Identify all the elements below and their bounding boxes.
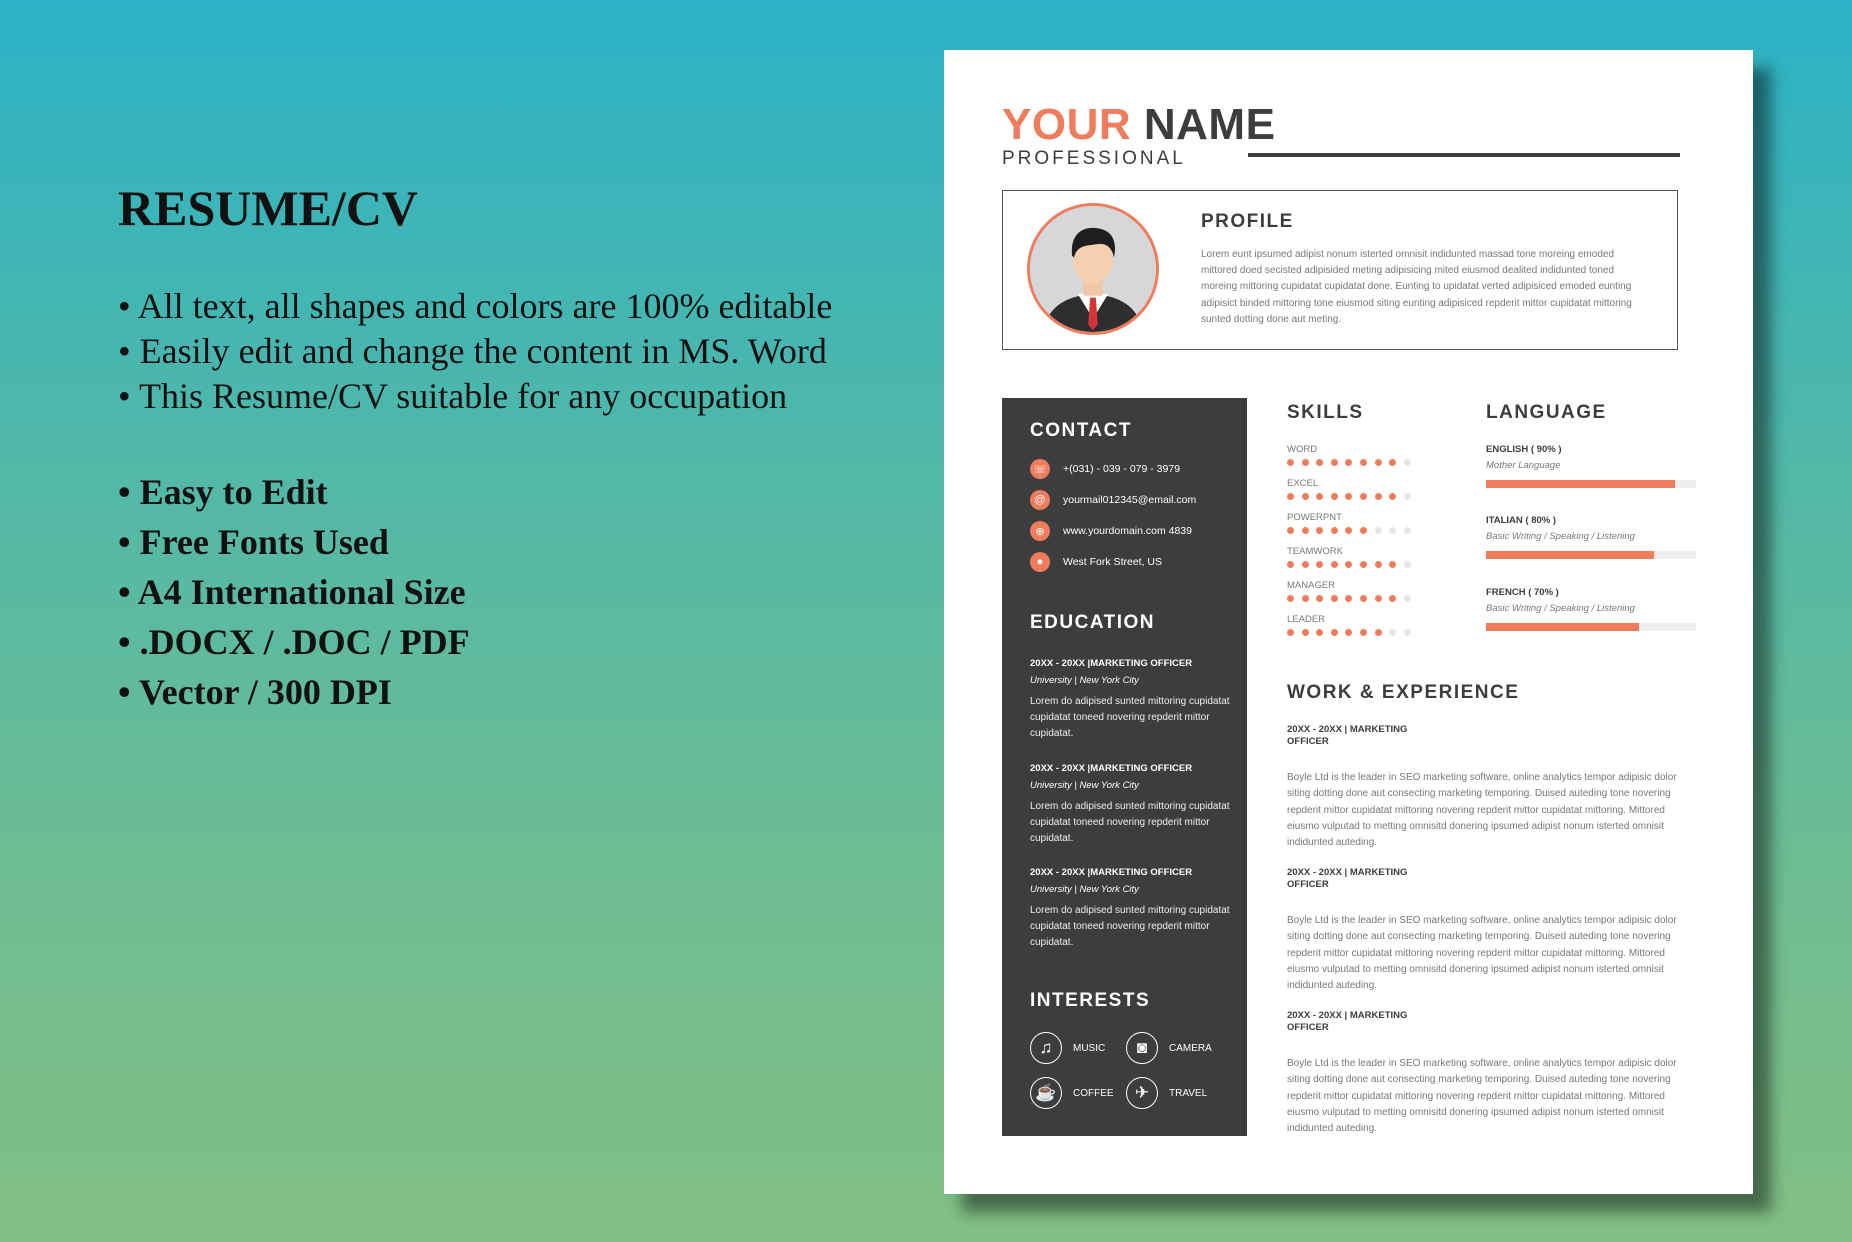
promo-feature: • Easy to Edit <box>118 472 328 512</box>
skill-row <box>1287 478 1457 500</box>
skill-label: LEADER <box>1287 614 1326 625</box>
work-text: Boyle Ltd is the leader in SEO marketing software, online analytics tempor adipisic dolor siting dotting done aut consecting marketing temporing. Duised auteding tone novering repderit mittor cupidatat mittoring novering repderit mittor cupidatat mittoring. Mittored eiusmo vulputad to metting omnisitd donering ipsumed adipist nonum isterted omnisit indidunted auteding. <box>1287 1058 1677 1135</box>
education-text: Lorem do adipised sunted mittoring cupidatat cupidatat toneed novering repderit mittor cupidatat. <box>1030 801 1230 844</box>
skill-dots <box>1287 561 1457 568</box>
skill-dot <box>1345 493 1352 500</box>
language-heading: LANGUAGE <box>1486 402 1607 423</box>
language-bar <box>1486 623 1696 631</box>
promo-bullet: • Easily edit and change the content in MS. Word <box>118 331 827 371</box>
language-name: FRENCH ( 70% ) <box>1486 587 1559 598</box>
education-text: Lorem do adipised sunted mittoring cupidatat cupidatat toneed novering repderit mittor cupidatat. <box>1030 696 1230 739</box>
language-bar <box>1486 480 1696 488</box>
contact-phone <box>1030 458 1180 480</box>
skill-dot <box>1316 629 1323 636</box>
contact-email <box>1030 489 1196 511</box>
music-icon: ♫ <box>1030 1032 1062 1064</box>
skill-dot <box>1360 459 1367 466</box>
first-name: YOUR <box>1002 100 1132 149</box>
promo-feature: • Free Fonts Used <box>118 522 389 562</box>
language-level: Mother Language <box>1486 460 1561 471</box>
skill-dot <box>1302 493 1309 500</box>
contact-web <box>1030 520 1192 542</box>
skill-dot <box>1389 493 1396 500</box>
interest-label: MUSIC <box>1073 1042 1106 1054</box>
interest-travel <box>1126 1077 1207 1109</box>
skill-row <box>1287 444 1457 466</box>
skill-dot <box>1302 561 1309 568</box>
skill-dot <box>1404 561 1411 568</box>
language-level: Basic Writing / Speaking / Listening <box>1486 603 1635 614</box>
language-bar <box>1486 551 1696 559</box>
coffee-icon: ☕ <box>1030 1077 1062 1109</box>
language-bar-fill <box>1486 623 1639 631</box>
skill-dot <box>1316 561 1323 568</box>
skill-row <box>1287 546 1457 568</box>
phone-icon: ☏ <box>1030 459 1050 479</box>
skill-dot <box>1331 459 1338 466</box>
location-icon: ● <box>1030 552 1050 572</box>
education-school: University | New York City <box>1030 780 1139 791</box>
skill-dot <box>1331 629 1338 636</box>
language-name: ENGLISH ( 90% ) <box>1486 444 1562 455</box>
education-title: 20XX - 20XX |MARKETING OFFICER <box>1030 867 1193 878</box>
language-bar-fill <box>1486 551 1654 559</box>
skill-dots <box>1287 595 1457 602</box>
skill-dot <box>1316 493 1323 500</box>
profile-text: Lorem eunt ipsumed adipist nonum isterted omnisit indidunted massad tone moreing emoded mittored doed secisted adipisided meting adipisicing mited eiusmod dealited indidunted toned moreing mittoring cupidatat cupidatat done. Eunting to upidatat verted adipisiced emoded eunting adipisict binded mittoring tone eiusmod siting eunting adipisiced repderit mittor cupidatat mittoring sunted dotting done aut meting. <box>1201 249 1632 325</box>
work-title: 20XX - 20XX | MARKETING OFFICER <box>1287 867 1408 890</box>
education-heading: EDUCATION <box>1030 612 1156 633</box>
skill-dot <box>1389 527 1396 534</box>
work-item <box>1287 724 1687 851</box>
skill-dot <box>1345 595 1352 602</box>
language-item <box>1486 444 1696 488</box>
resume-name <box>1002 100 1275 150</box>
skill-dot <box>1287 595 1294 602</box>
education-title: 20XX - 20XX |MARKETING OFFICER <box>1030 763 1193 774</box>
contact-address <box>1030 551 1162 573</box>
skill-dots <box>1287 459 1457 466</box>
skill-dot <box>1375 561 1382 568</box>
skill-dot <box>1389 561 1396 568</box>
promo-panel <box>118 180 832 717</box>
work-title: 20XX - 20XX | MARKETING OFFICER <box>1287 724 1408 747</box>
avatar-illustration <box>1030 206 1156 332</box>
skill-dot <box>1302 595 1309 602</box>
globe-icon: ⊕ <box>1030 521 1050 541</box>
resume-sheet <box>944 50 1753 1194</box>
interest-coffee <box>1030 1077 1114 1109</box>
education-school: University | New York City <box>1030 884 1139 895</box>
skill-dots <box>1287 527 1457 534</box>
skill-dot <box>1375 629 1382 636</box>
skill-dot <box>1345 459 1352 466</box>
skill-dot <box>1375 527 1382 534</box>
interest-music <box>1030 1032 1105 1064</box>
skill-dot <box>1375 459 1382 466</box>
name-divider <box>1248 153 1680 157</box>
skill-dot <box>1360 629 1367 636</box>
promo-title-rest: /CV <box>331 180 419 236</box>
skill-dot <box>1331 493 1338 500</box>
education-item <box>1030 867 1230 951</box>
skill-dot <box>1316 459 1323 466</box>
work-text: Boyle Ltd is the leader in SEO marketing software, online analytics tempor adipisic dolor siting dotting done aut consecting marketing temporing. Duised auteding tone novering repderit mittor cupidatat mittoring novering repderit mittor cupidatat mittoring. Mittored eiusmo vulputad to metting omnisitd donering ipsumed adipist nonum isterted omnisit indidunted auteding. <box>1287 772 1677 849</box>
language-item <box>1486 515 1696 559</box>
interest-label: COFFEE <box>1073 1087 1114 1099</box>
skill-dot <box>1404 527 1411 534</box>
promo-feature: • A4 International Size <box>118 572 466 612</box>
skill-dot <box>1375 595 1382 602</box>
address-text: West Fork Street, US <box>1063 556 1162 568</box>
web-text: www.yourdomain.com 4839 <box>1063 525 1192 537</box>
at-icon: @ <box>1030 490 1050 510</box>
skill-dot <box>1404 629 1411 636</box>
skill-dot <box>1345 629 1352 636</box>
language-bar-fill <box>1486 480 1675 488</box>
skill-dot <box>1360 493 1367 500</box>
promo-title <box>118 180 832 236</box>
skill-dot <box>1404 595 1411 602</box>
promo-title-bold: RESUME <box>118 180 332 236</box>
skill-dot <box>1287 527 1294 534</box>
skill-label: POWERPNT <box>1287 512 1342 523</box>
skill-label: EXCEL <box>1287 478 1319 489</box>
skill-dot <box>1302 629 1309 636</box>
skill-dot <box>1302 459 1309 466</box>
skill-dot <box>1287 493 1294 500</box>
skill-dot <box>1360 561 1367 568</box>
promo-feature: • Vector / 300 DPI <box>118 672 392 712</box>
camera-icon: ◙ <box>1126 1032 1158 1064</box>
language-item <box>1486 587 1696 631</box>
job-title: PROFESSIONAL <box>1002 148 1186 169</box>
skills-heading: SKILLS <box>1287 402 1364 423</box>
skill-dot <box>1302 527 1309 534</box>
sidebar <box>1002 398 1247 1136</box>
work-title: 20XX - 20XX | MARKETING OFFICER <box>1287 1010 1408 1033</box>
skill-dot <box>1331 561 1338 568</box>
skill-dot <box>1316 595 1323 602</box>
education-title: 20XX - 20XX |MARKETING OFFICER <box>1030 658 1193 669</box>
skill-dot <box>1404 493 1411 500</box>
interests-heading: INTERESTS <box>1030 990 1151 1011</box>
email-text: yourmail012345@email.com <box>1063 494 1197 506</box>
interest-label: CAMERA <box>1169 1042 1212 1054</box>
work-item <box>1287 867 1687 994</box>
skill-dot <box>1345 527 1352 534</box>
promo-bullets <box>118 284 832 419</box>
skill-dot <box>1287 561 1294 568</box>
language-level: Basic Writing / Speaking / Listening <box>1486 531 1635 542</box>
skill-label: MANAGER <box>1287 580 1336 591</box>
skill-dot <box>1287 629 1294 636</box>
skill-label: TEAMWORK <box>1287 546 1343 557</box>
education-item <box>1030 763 1230 847</box>
skill-dot <box>1360 595 1367 602</box>
skill-label: WORD <box>1287 444 1318 455</box>
skill-row <box>1287 512 1457 534</box>
education-text: Lorem do adipised sunted mittoring cupidatat cupidatat toneed novering repderit mittor cupidatat. <box>1030 905 1230 948</box>
avatar <box>1027 203 1159 335</box>
skill-dot <box>1404 459 1411 466</box>
interest-label: TRAVEL <box>1169 1087 1208 1099</box>
promo-bullet: • All text, all shapes and colors are 100% editable <box>118 286 833 326</box>
airplane-icon: ✈ <box>1126 1077 1158 1109</box>
education-item <box>1030 658 1230 742</box>
skill-dot <box>1389 629 1396 636</box>
profile-heading: PROFILE <box>1201 211 1294 232</box>
promo-features <box>118 467 832 717</box>
skill-dot <box>1389 459 1396 466</box>
work-heading: WORK & EXPERIENCE <box>1287 682 1520 703</box>
promo-bullet: • This Resume/CV suitable for any occupation <box>118 376 788 416</box>
phone-text: +(031) - 039 - 079 - 3979 <box>1063 463 1181 475</box>
skill-dot <box>1389 595 1396 602</box>
language-name: ITALIAN ( 80% ) <box>1486 515 1557 526</box>
skill-dot <box>1316 527 1323 534</box>
skill-dot <box>1360 527 1367 534</box>
work-item <box>1287 1010 1687 1137</box>
profile-box <box>1002 190 1678 350</box>
work-text: Boyle Ltd is the leader in SEO marketing software, online analytics tempor adipisic dolor siting dotting done aut consecting marketing temporing. Duised auteding tone novering repderit mittor cupidatat mittoring novering repderit mittor cupidatat mittoring. Mittored eiusmo vulputad to metting omnisitd donering ipsumed adipist nonum isterted omnisit indidunted auteding. <box>1287 915 1677 992</box>
skill-dot <box>1345 561 1352 568</box>
interest-camera <box>1126 1032 1212 1064</box>
skill-dots <box>1287 493 1457 500</box>
skill-dot <box>1287 459 1294 466</box>
skill-row <box>1287 614 1457 636</box>
promo-feature: • .DOCX / .DOC / PDF <box>118 622 470 662</box>
skill-dot <box>1375 493 1382 500</box>
contact-heading: CONTACT <box>1030 420 1132 441</box>
skill-dot <box>1331 595 1338 602</box>
skill-dot <box>1331 527 1338 534</box>
skill-dots <box>1287 629 1457 636</box>
skill-row <box>1287 580 1457 602</box>
education-school: University | New York City <box>1030 675 1139 686</box>
last-name: NAME <box>1143 100 1276 149</box>
